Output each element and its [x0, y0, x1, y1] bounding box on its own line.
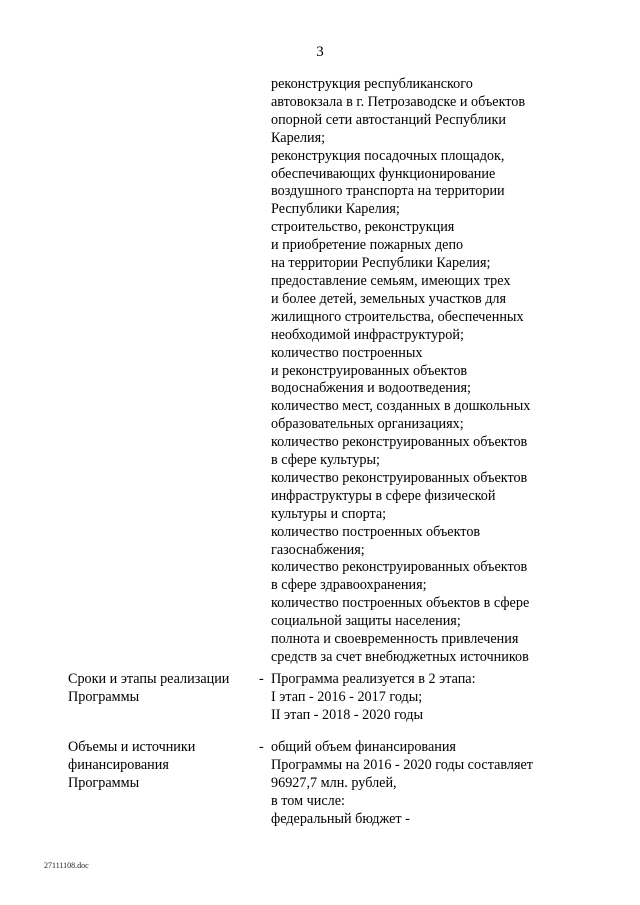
target-line: воздушного транспорта на территории [271, 183, 505, 200]
page-number: 3 [316, 44, 324, 60]
target-line: предоставление семьям, имеющих трех [271, 272, 511, 289]
terms-value-line: II этап - 2018 - 2020 годы [271, 706, 423, 723]
target-line: количество построенных объектов [271, 523, 481, 540]
target-line: инфраструктуры в сфере физической [271, 487, 496, 504]
target-line: водоснабжения и водоотведения; [271, 380, 471, 397]
funding-label [68, 739, 195, 793]
target-line: количество реконструированных объектов [271, 469, 528, 486]
target-line: и более детей, земельных участков для [271, 290, 507, 307]
target-line: количество реконструированных объектов [271, 434, 528, 451]
target-line: реконструкция республиканского [271, 76, 473, 92]
terms-value-line: Программа реализуется в 2 этапа: [271, 671, 476, 687]
terms-value [271, 671, 476, 725]
target-line: и реконструированных объектов [271, 362, 468, 379]
target-line: образовательных организациях; [271, 416, 464, 433]
funding-label-line: Программы [68, 774, 140, 791]
funding-value-line: 96927,7 млн. рублей, [271, 774, 397, 791]
funding-dash: - [259, 739, 264, 755]
target-line: количество реконструированных объектов [271, 559, 528, 576]
target-line: полнота и своевременность привлечения [271, 631, 519, 648]
funding-value-line: общий объем финансирования [271, 739, 456, 755]
target-line: количество построенных [271, 344, 423, 361]
target-line: культуры и спорта; [271, 505, 387, 522]
target-line: обеспечивающих функционирование [271, 165, 496, 182]
program-targets-list [271, 76, 571, 667]
terms-label [68, 671, 229, 707]
target-line: опорной сети автостанций Республики [271, 111, 506, 128]
target-line: количество мест, созданных в дошкольных [271, 398, 531, 415]
terms-label-line: Программы [68, 688, 140, 705]
funding-value-line: в том числе: [271, 792, 345, 809]
terms-dash: - [259, 671, 264, 687]
target-line: и приобретение пожарных депо [271, 237, 464, 254]
funding-label-line: Объемы и источники [68, 739, 196, 755]
target-line: реконструкция посадочных площадок, [271, 147, 505, 164]
funding-value [271, 739, 533, 829]
target-line: в сфере здравоохранения; [271, 577, 427, 594]
target-line: необходимой инфраструктурой; [271, 326, 464, 343]
target-line: автовокзала в г. Петрозаводске и объектов [271, 93, 526, 110]
target-line: количество построенных объектов в сфере [271, 595, 530, 612]
target-line: на территории Республики Карелия; [271, 255, 491, 272]
terms-label-line: Сроки и этапы реализации [68, 671, 230, 687]
funding-value-line: федеральный бюджет - [271, 810, 410, 827]
terms-value-line: I этап - 2016 - 2017 годы; [271, 688, 423, 705]
target-line: Республики Карелия; [271, 201, 400, 218]
target-line: средств за счет внебюджетных источников [271, 649, 529, 665]
funding-label-line: финансирования [68, 756, 169, 773]
funding-value-line: Программы на 2016 - 2020 годы составляет [271, 756, 534, 773]
target-line: строительство, реконструкция [271, 219, 455, 236]
target-line: социальной защиты населения; [271, 613, 461, 630]
target-line: Карелия; [271, 129, 326, 146]
target-line: жилищного строительства, обеспеченных [271, 308, 524, 325]
target-line: в сфере культуры; [271, 452, 380, 469]
file-name-footer: 27111108.doc [44, 861, 89, 870]
target-line: газоснабжения; [271, 541, 365, 558]
